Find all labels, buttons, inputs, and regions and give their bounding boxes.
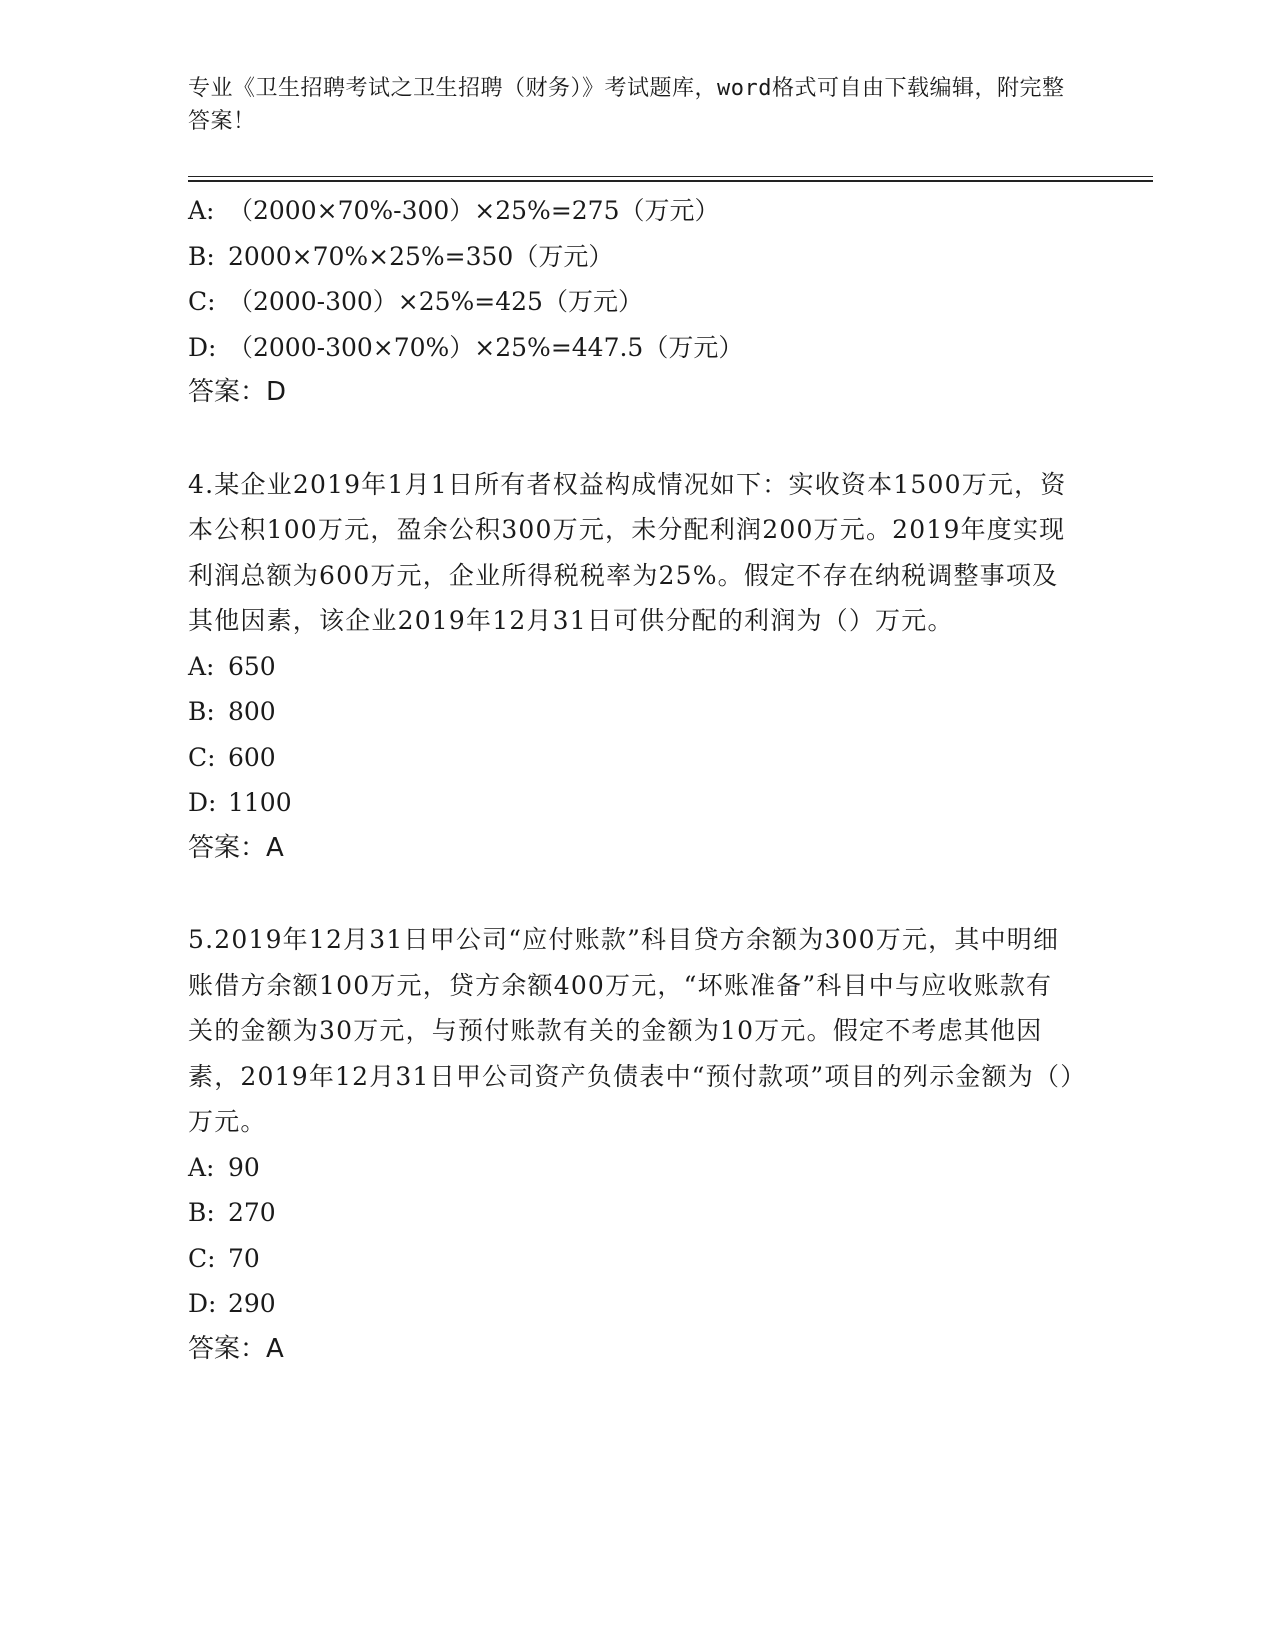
header-divider-thick xyxy=(188,180,1153,182)
option-d xyxy=(188,325,1078,371)
option-label: C: xyxy=(188,1243,216,1273)
option-text: 1100 xyxy=(228,788,292,817)
option-text: （2000×70%-300）×25%=275（万元） xyxy=(228,196,720,225)
question-5-text: 5.2019年12月31日甲公司“应付账款”科目贷方余额为300万元，其中明细账借方余额100万元，贷方余额400万元，“坏账准备”科目中与应收账款有关的金额为30万元，与预付账款有关的金额为10万元。假定不考虑其他因素，2019年12月31日甲公司资产负债表中“预付款项”项目的列示金额为（）万元。 xyxy=(188,925,1074,1136)
option-label: A: xyxy=(188,651,215,681)
option-b xyxy=(188,1190,1078,1236)
option-a xyxy=(188,188,1078,234)
option-a xyxy=(188,1145,1078,1191)
option-b xyxy=(188,689,1078,735)
option-c xyxy=(188,279,1078,325)
option-text: 650 xyxy=(228,651,276,681)
option-label: D: xyxy=(188,1289,217,1318)
option-text: 270 xyxy=(228,1198,276,1227)
previous-question-options xyxy=(188,188,1078,416)
option-b xyxy=(188,234,1078,280)
option-label: A: xyxy=(188,1152,215,1182)
question-4-options xyxy=(188,644,1078,872)
option-text: （2000-300）×25%=425（万元） xyxy=(228,287,643,316)
option-text: 90 xyxy=(228,1152,260,1182)
answer-line: 答案：D xyxy=(188,377,287,407)
option-text: 600 xyxy=(228,742,276,772)
option-label: D: xyxy=(188,332,217,362)
option-c xyxy=(188,1236,1078,1282)
question-5-options xyxy=(188,1145,1078,1373)
option-text: （2000-300×70%）×25%=447.5（万元） xyxy=(228,332,744,362)
option-text: 2000×70%×25%=350（万元） xyxy=(228,241,614,271)
option-label: A: xyxy=(188,196,215,225)
option-text: 800 xyxy=(228,697,276,726)
question-4-text: 4.某企业2019年1月1日所有者权益构成情况如下：实收资本1500万元，资本公积100万元，盈余公积300万元，未分配利润200万元。2019年度实现利润总额为600万元，企业所得税税率为25%。假定不存在纳税调整事项及其他因素，该企业2019年12月31日可供分配的利润为（）万元。 xyxy=(188,469,1067,635)
question-content xyxy=(188,188,1078,1372)
header-divider xyxy=(188,176,1153,177)
option-d xyxy=(188,1281,1078,1327)
answer-line: 答案：A xyxy=(188,832,284,863)
option-label: C: xyxy=(188,742,216,772)
option-d xyxy=(188,780,1078,826)
option-label: C: xyxy=(188,287,216,316)
answer-line: 答案：A xyxy=(188,1333,284,1364)
option-label: B: xyxy=(188,1198,215,1227)
option-text: 290 xyxy=(228,1289,276,1318)
option-label: B: xyxy=(188,241,215,271)
page-header: 专业《卫生招聘考试之卫生招聘（财务）》考试题库，word格式可自由下载编辑，附完整答案！ xyxy=(188,76,1065,134)
option-label: D: xyxy=(188,788,217,817)
option-label: B: xyxy=(188,697,215,726)
option-c xyxy=(188,735,1078,781)
option-text: 70 xyxy=(228,1243,260,1273)
option-a xyxy=(188,644,1078,690)
